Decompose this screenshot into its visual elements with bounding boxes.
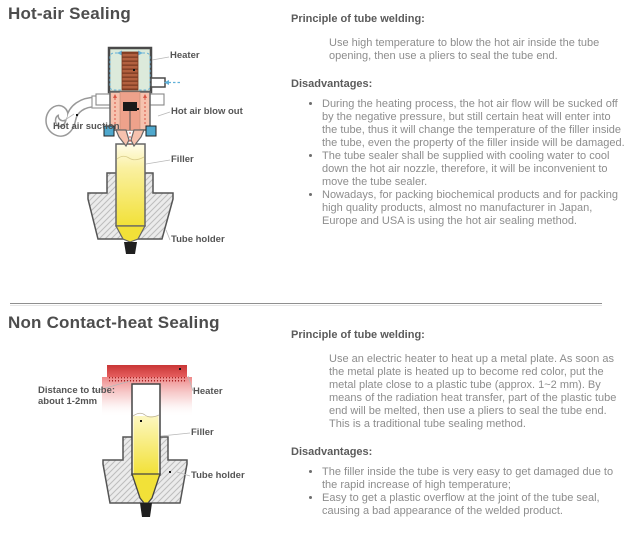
heating-coil xyxy=(122,52,138,90)
principle-heading: Principle of tube welding: xyxy=(291,13,425,25)
nozzle-plug xyxy=(123,102,137,111)
section1-title: Hot-air Sealing xyxy=(8,4,131,23)
disadvantages-heading: Disadvantages: xyxy=(291,78,373,90)
diagram2-label-heater: Heater xyxy=(193,386,223,397)
principle-paragraph: Use high temperature to blow the hot air inside the tube opening, then use a pliers to seal the tube end. xyxy=(329,37,600,62)
list-item: • Easy to get a plastic overflow at the joint of the tube seal, causing a bad appearance of the welded product. xyxy=(322,492,627,518)
diagram2-label-tube-holder: Tube holder xyxy=(191,470,245,481)
nozzle-side-block-right xyxy=(150,94,164,105)
diagram1-label-hot-air-blow-out: Hot air blow out xyxy=(171,106,243,117)
dot xyxy=(137,108,139,110)
diagram2-label-distance: Distance to tube: about 1-2mm xyxy=(38,385,116,407)
dot xyxy=(179,368,181,370)
hot-air-sealing-diagram xyxy=(30,38,280,258)
dot xyxy=(169,471,171,473)
section2-text-column xyxy=(291,329,627,518)
principle-paragraph: Use an electric heater to heat up a metal plate. As soon as the metal plate is heated up to become red color, put the metal plate close to a plastic tube (approx. 1~2 mm). By means of the radiation heat transfer, part of the plastic tube end will be melted, then use a pliers to seal the tube end. This is a traditional tube sealing method. xyxy=(329,353,617,430)
disadvantages-list xyxy=(291,466,627,518)
principle-heading: Principle of tube welding: xyxy=(291,329,425,341)
disadvantages-heading: Disadvantages: xyxy=(291,446,373,458)
list-item: • During the heating process, the hot air flow will be sucked off by the negative pressure, but still certain heat will enter into the tube, thus it will change the temperature of the filler inside the tube, even the property of the filler inside will be damaged. xyxy=(322,98,627,150)
section1-text-column xyxy=(291,13,627,228)
air-inlet-channel xyxy=(151,78,165,87)
diagram2-label-filler: Filler xyxy=(191,427,214,438)
cooling-block-right xyxy=(146,126,156,136)
diagram1-label-tube-holder: Tube holder xyxy=(171,234,225,245)
filler-tube xyxy=(116,144,145,226)
tube-tip xyxy=(140,503,152,517)
diagram1-label-filler: Filler xyxy=(171,154,194,165)
tube-tip xyxy=(124,242,137,254)
non-contact-heat-sealing-diagram xyxy=(30,360,280,525)
dot xyxy=(76,114,78,116)
dot xyxy=(140,420,142,422)
section-divider xyxy=(10,303,602,306)
nozzle-side-block-left xyxy=(96,94,110,105)
filler-fill xyxy=(134,416,159,474)
diagram1-label-hot-air-suction: Hot air suction xyxy=(53,121,120,132)
section2-title: Non Contact-heat Sealing xyxy=(8,313,220,332)
list-item: • The filler inside the tube is very easy to get damaged due to the rapid increase of high temperature; xyxy=(322,466,627,492)
diagram1-label-heater: Heater xyxy=(170,50,200,61)
hot-air-sealing-drawing xyxy=(30,38,280,258)
list-item: • The tube sealer shall be supplied with cooling water to cool down the hot air nozzle, therefore, it will be inconvenient to move the tube sealer. xyxy=(322,150,627,189)
dot xyxy=(133,69,135,71)
heater-plate xyxy=(107,365,187,377)
heater-teeth xyxy=(107,377,187,382)
disadvantages-list xyxy=(291,98,627,228)
list-item: • Nowadays, for packing biochemical products and for packing high quality products, almost no manufacturer in Japan, Europe and USA is using the hot air sealing method. xyxy=(322,189,627,228)
